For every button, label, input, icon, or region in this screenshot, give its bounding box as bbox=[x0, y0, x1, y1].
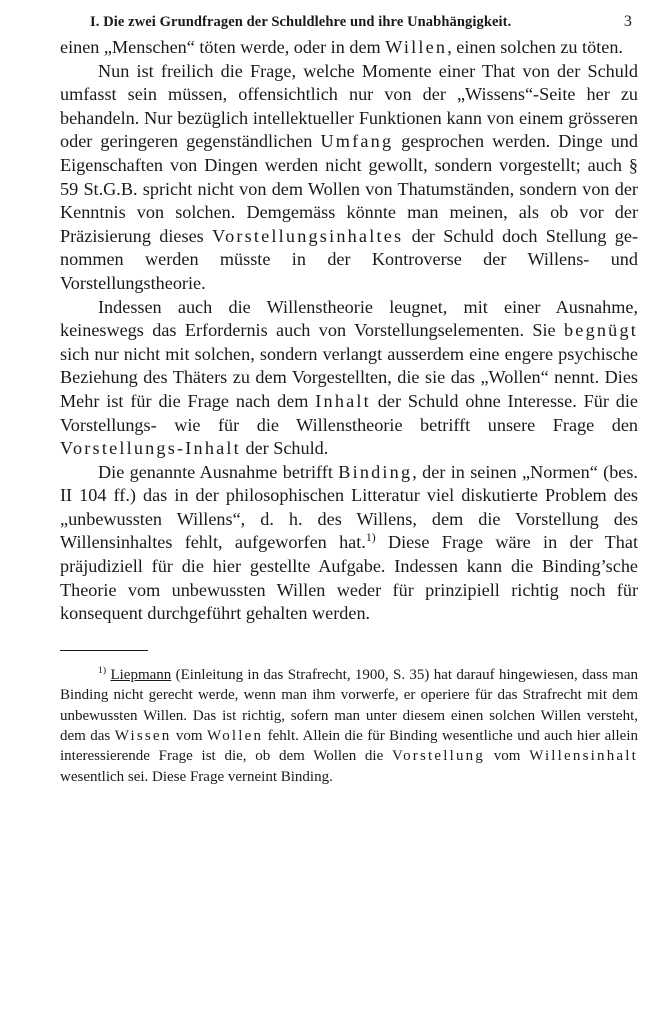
text-run: sich nur nicht mit solchen, sondern verlangt ausserdem eine engere psychische Beziehung des Thäters zu dem Vorgestellten, die sie das „Wollen“ nennt. Dies Mehr ist für die Frage nach dem bbox=[60, 343, 638, 411]
spaced-emphasis: Vorstellungsinhaltes bbox=[212, 225, 404, 246]
text-run: Die genannte Ausnahme betrifft bbox=[98, 461, 339, 482]
text-run: , der in seinen „Normen“ (bes. II 104 ff.) das in der philosophischen Litteratur viel diskutierte Problem des „unbewussten Willens“, d. h. des Willens, dem die Vorstellung des Willensinhaltes fehlt, aufgeworfen hat. bbox=[60, 461, 638, 553]
paragraph-2 bbox=[60, 60, 638, 296]
book-page bbox=[60, 8, 638, 1028]
text-run: der Schuld doch Stellung genommen werden müsste in der Kontroverse der Willens- und Vorstellungstheorie. bbox=[60, 225, 638, 293]
footnote-divider bbox=[60, 650, 148, 651]
spaced-emphasis: Wissen bbox=[114, 728, 172, 745]
text-run: Diese Frage wäre in der That präjudiziell für die hier gestellte Aufgabe. Indessen kann die Binding’sche Theorie vom unbewussten Willen weder für prinzipiell richtig noch für konsequent durchgeführt gehalten werden. bbox=[60, 532, 639, 624]
text-run: gesprochen werden. Dinge und Eigenschaften von Dingen werden nicht gewollt, sondern vorgestellt; auch § 59 St.G.B. spricht nicht von dem Wollen von Thatumständen, sondern von der Kenntnis von solchen. Demgemäss könnte man meinen, als ob vor der Präzisierung dieses bbox=[60, 131, 638, 246]
text-run: , einen solchen zu töten. bbox=[447, 37, 623, 57]
running-title: I. Die zwei Grundfragen der Schuldlehre und ihre Unabhängigkeit. bbox=[90, 14, 512, 30]
paragraph-4 bbox=[60, 461, 638, 626]
text-run: einen „Menschen“ töten werde, oder in dem bbox=[60, 37, 386, 57]
spaced-emphasis: Willen bbox=[385, 37, 448, 57]
text-run: vom bbox=[171, 728, 208, 745]
footnote-mark: 1) bbox=[98, 664, 107, 676]
footnotes bbox=[60, 665, 638, 787]
text-run: Indessen auch die Willenstheorie leugnet, mit einer Ausnahme, keineswegs das Erfordernis auch von Vorstellungselementen. Sie bbox=[60, 296, 638, 341]
spaced-emphasis: Umfang bbox=[320, 131, 394, 152]
spaced-emphasis: Binding bbox=[338, 461, 413, 482]
text-run: wesentlich sei. Diese Frage verneint Binding. bbox=[60, 768, 333, 785]
text-run: (Einleitung in das Strafrecht, 1900, S. 35) hat darauf hingewiesen, dass man Binding nicht gerecht werde, wenn man ihm vorwerfe, er operiere für das Strafrecht mit dem unbewussten Willen. Das ist richtig, sofern man unter diesem einen solchen Willen versteht, dem das bbox=[60, 666, 639, 745]
text-run: fehlt. Allein die für Binding wesentliche und auch hier allein interessierende Frage ist die, ob dem Wollen die bbox=[60, 728, 638, 765]
text-run: vom bbox=[485, 748, 530, 765]
spaced-emphasis: Vorstellungs-Inhalt bbox=[60, 438, 241, 459]
footnote-reference[interactable]: 1) bbox=[365, 530, 376, 545]
footnote-1 bbox=[60, 665, 638, 787]
spaced-emphasis: Willensinhalt bbox=[529, 748, 639, 765]
spaced-emphasis: Inhalt bbox=[315, 390, 371, 411]
text-run: Nun ist freilich die Frage, welche Momente einer That von der Schuld umfasst sein müssen, offensichtlich nur von der „Wissens“-Seite her zu behandeln. Nur bezüglich intellektueller Funktionen kann von einem grösseren oder geringeren gegenständlichen bbox=[60, 60, 638, 152]
text-run: der Schuld ohne Interesse. Für die Vorstellungs- wie für die Willenstheorie betrifft unsere Frage den bbox=[60, 390, 638, 435]
page-number: 3 bbox=[623, 13, 632, 30]
underlined-name: Liepmann bbox=[110, 666, 172, 683]
main-text bbox=[60, 36, 638, 626]
running-head bbox=[60, 8, 638, 36]
spaced-emphasis: Wollen bbox=[207, 728, 264, 745]
spaced-emphasis: Vorstellung bbox=[391, 748, 486, 765]
text-run: der Schuld. bbox=[240, 438, 329, 459]
spaced-emphasis: begnügt bbox=[564, 320, 638, 341]
paragraph-3 bbox=[60, 296, 638, 461]
paragraph-1 bbox=[60, 36, 638, 60]
